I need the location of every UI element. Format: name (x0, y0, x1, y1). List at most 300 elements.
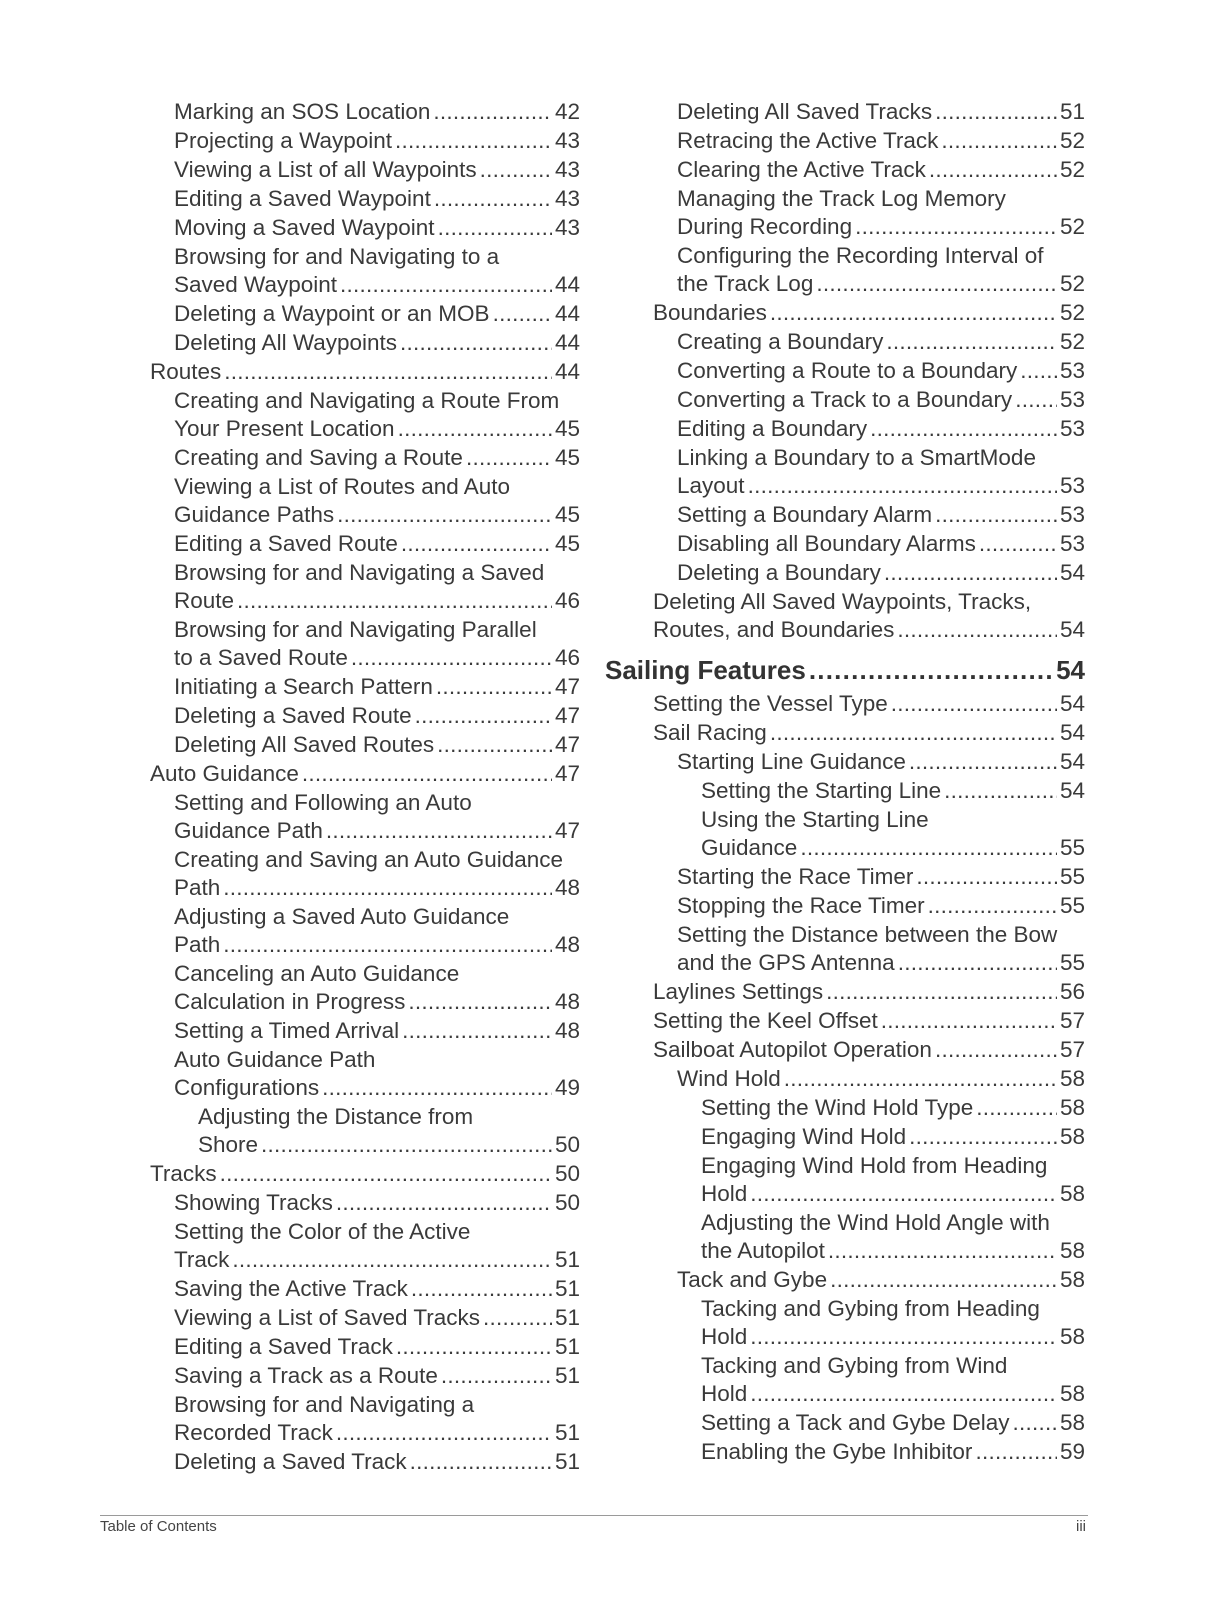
toc-page-number: 44 (554, 272, 580, 297)
toc-entry-title-line: Deleting All Saved Waypoints, Tracks, (653, 589, 1032, 614)
toc-leader-dots (944, 777, 1057, 805)
toc-page-number: 43 (554, 186, 580, 211)
toc-entry-line (605, 654, 1085, 686)
toc-page-number: 47 (554, 818, 580, 843)
toc-entry-title: Hold (701, 1181, 748, 1206)
toc-entry-line (174, 329, 580, 357)
toc-page-number: 50 (554, 1132, 580, 1157)
toc-page-number: 53 (1059, 358, 1085, 383)
toc-page-number: 54 (1059, 778, 1085, 803)
toc-entry-title-line: Creating and Saving an Auto Guidance (174, 847, 564, 872)
toc-entry-title: Projecting a Waypoint (174, 128, 393, 153)
toc-entry-title: Editing a Saved Track (174, 1334, 393, 1359)
toc-entry-line (701, 1180, 1085, 1208)
toc-entry-line (677, 1065, 1085, 1093)
toc-entry-title: Sailboat Autopilot Operation (653, 1037, 932, 1062)
toc-entry[interactable] (150, 1046, 580, 1102)
toc-leader-dots (826, 978, 1057, 1006)
toc-entry-line (174, 300, 580, 328)
toc-entry[interactable] (605, 444, 1085, 500)
toc-leader-dots (434, 185, 552, 213)
toc-entry-title-line: Engaging Wind Hold from Heading (701, 1153, 1048, 1178)
toc-entry-title: Tracks (150, 1161, 217, 1186)
toc-page-number: 55 (1059, 893, 1085, 918)
toc-leader-dots (237, 587, 552, 615)
toc-entry-title: Marking an SOS Location (174, 99, 431, 124)
toc-entry[interactable] (605, 806, 1085, 862)
toc-entry[interactable] (150, 559, 580, 615)
toc-entry-title: Viewing a List of Saved Tracks (174, 1305, 480, 1330)
toc-page-number: 46 (554, 588, 580, 613)
toc-entry[interactable] (605, 1352, 1085, 1408)
toc-entry-line (198, 1131, 580, 1159)
toc-entry[interactable] (150, 530, 580, 558)
toc-entry-title: Guidance Path (174, 818, 323, 843)
toc-entry-title: Disabling all Boundary Alarms (677, 531, 976, 556)
toc-entry-line (653, 1036, 1085, 1064)
toc-entry-line (174, 501, 580, 529)
toc-entry-title: Starting the Race Timer (677, 864, 914, 889)
toc-entry[interactable] (605, 1438, 1085, 1466)
toc-entry-title: Setting the Wind Hold Type (701, 1095, 974, 1120)
toc-entry[interactable] (605, 328, 1085, 356)
toc-entry[interactable] (605, 1295, 1085, 1351)
toc-entry[interactable] (605, 127, 1085, 155)
toc-entry[interactable] (150, 156, 580, 184)
toc-right-column (605, 98, 1085, 1467)
toc-page-number: 52 (1059, 214, 1085, 239)
toc-entry-title: Starting Line Guidance (677, 749, 906, 774)
toc-entry[interactable] (605, 892, 1085, 920)
toc-entry-title: Hold (701, 1381, 748, 1406)
toc-left-column (150, 98, 580, 1477)
toc-entry[interactable] (150, 1304, 580, 1332)
toc-leader-dots (415, 702, 552, 730)
toc-entry-title: Calculation in Progress (174, 989, 406, 1014)
toc-entry-title: Sail Racing (653, 720, 767, 745)
toc-entry[interactable] (605, 690, 1085, 718)
toc-leader-dots (784, 1065, 1057, 1093)
toc-entry[interactable] (605, 415, 1085, 443)
toc-entry[interactable] (150, 1275, 580, 1303)
toc-entry-title-line: Managing the Track Log Memory (677, 186, 1006, 211)
toc-entry[interactable] (605, 1036, 1085, 1064)
toc-entry[interactable] (150, 760, 580, 788)
toc-page-number: 43 (554, 128, 580, 153)
toc-entry-line (174, 1275, 580, 1303)
toc-leader-dots (1013, 1409, 1057, 1437)
toc-entry-title: Setting a Tack and Gybe Delay (701, 1410, 1010, 1435)
toc-page-number: 45 (554, 445, 580, 470)
toc-entry[interactable] (150, 960, 580, 1016)
toc-entry[interactable] (605, 1123, 1085, 1151)
toc-leader-dots (224, 358, 552, 386)
toc-entry[interactable] (605, 921, 1085, 977)
toc-page-number: 48 (554, 875, 580, 900)
toc-leader-dots (979, 530, 1057, 558)
toc-entry-line (653, 719, 1085, 747)
toc-leader-dots (975, 1438, 1057, 1466)
toc-entry[interactable] (605, 501, 1085, 529)
toc-entry-title: Shore (198, 1132, 259, 1157)
toc-entry-line (677, 270, 1085, 298)
toc-entry-line (677, 863, 1085, 891)
toc-entry-title: Engaging Wind Hold (701, 1124, 907, 1149)
toc-page-number: 51 (554, 1305, 580, 1330)
toc-entry-title: Enabling the Gybe Inhibitor (701, 1439, 973, 1464)
toc-entry[interactable] (150, 329, 580, 357)
toc-entry[interactable] (605, 156, 1085, 184)
toc-leader-dots (750, 1323, 1057, 1351)
toc-entry-line (701, 1438, 1085, 1466)
toc-entry-title-line: Tacking and Gybing from Wind (701, 1353, 1008, 1378)
toc-entry[interactable] (605, 1152, 1085, 1208)
toc-page-number: 47 (554, 761, 580, 786)
toc-entry-line (174, 731, 580, 759)
toc-leader-dots (351, 644, 552, 672)
toc-entry[interactable] (150, 1189, 580, 1217)
toc-page-number: 51 (1059, 99, 1085, 124)
toc-entry[interactable] (605, 1094, 1085, 1122)
toc-entry-title-line: Adjusting the Wind Hold Angle with (701, 1210, 1050, 1235)
toc-entry-line (677, 949, 1085, 977)
toc-leader-dots (232, 1246, 552, 1274)
toc-leader-dots (909, 748, 1057, 776)
toc-entry-line (174, 1074, 580, 1102)
toc-entry-line (174, 1304, 580, 1332)
toc-entry-line (677, 357, 1085, 385)
toc-page-number: 43 (554, 157, 580, 182)
toc-entry-title: Path (174, 875, 221, 900)
toc-entry-title-line: Tacking and Gybing from Heading (701, 1296, 1040, 1321)
toc-entry-title: Path (174, 932, 221, 957)
toc-leader-dots (770, 299, 1057, 327)
toc-entry-title: Retracing the Active Track (677, 128, 939, 153)
toc-page-number: 58 (1059, 1267, 1085, 1292)
toc-entry-line (677, 415, 1085, 443)
toc-entry-line (174, 530, 580, 558)
toc-entry-title: Routes, and Boundaries (653, 617, 895, 642)
toc-entry-title: Deleting All Saved Tracks (677, 99, 933, 124)
toc-entry-title: Editing a Saved Waypoint (174, 186, 431, 211)
toc-leader-dots (336, 1189, 552, 1217)
toc-leader-dots (935, 501, 1057, 529)
toc-page-number: 47 (554, 732, 580, 757)
toc-entry[interactable] (605, 299, 1085, 327)
toc-leader-dots (223, 931, 552, 959)
toc-entry[interactable] (605, 588, 1085, 644)
toc-entry-line (174, 1362, 580, 1390)
toc-leader-dots (433, 98, 552, 126)
toc-leader-dots (223, 874, 552, 902)
toc-entry-title: Saving a Track as a Route (174, 1363, 438, 1388)
toc-entry-line (150, 760, 580, 788)
toc-leader-dots (220, 1160, 552, 1188)
toc-entry-line (174, 444, 580, 472)
toc-leader-dots (438, 214, 552, 242)
toc-leader-dots (886, 328, 1057, 356)
toc-entry-line (174, 1017, 580, 1045)
toc-leader-dots (750, 1180, 1057, 1208)
toc-entry-title: Moving a Saved Waypoint (174, 215, 435, 240)
toc-leader-dots (909, 1123, 1057, 1151)
toc-entry-line (653, 1007, 1085, 1035)
toc-page-number: 58 (1059, 1095, 1085, 1120)
toc-entry-line (677, 501, 1085, 529)
toc-entry[interactable] (150, 300, 580, 328)
toc-page-number: 58 (1059, 1381, 1085, 1406)
toc-entry[interactable] (150, 702, 580, 730)
toc-entry-line (653, 299, 1085, 327)
toc-entry-title: Setting a Boundary Alarm (677, 502, 933, 527)
toc-page-number: 54 (1059, 749, 1085, 774)
toc-entry[interactable] (605, 863, 1085, 891)
toc-page-number: 47 (554, 703, 580, 728)
toc-entry[interactable] (605, 1065, 1085, 1093)
toc-entry-title-line: Using the Starting Line (701, 807, 929, 832)
toc-page-number: 44 (554, 301, 580, 326)
toc-page-number: 54 (1059, 560, 1085, 585)
toc-chapter-heading[interactable] (605, 654, 1085, 686)
toc-entry-title: Deleting a Waypoint or an MOB (174, 301, 490, 326)
toc-entry-title-line: Setting the Color of the Active (174, 1219, 471, 1244)
toc-entry[interactable] (150, 473, 580, 529)
toc-entry-line (174, 817, 580, 845)
toc-entry-line (677, 98, 1085, 126)
toc-entry[interactable] (150, 903, 580, 959)
footer-page-number: iii (1076, 1518, 1086, 1535)
toc-entry-title: the Autopilot (701, 1238, 825, 1263)
toc-entry-line (174, 874, 580, 902)
toc-entry-line (701, 1237, 1085, 1265)
toc-page-number: 58 (1059, 1324, 1085, 1349)
toc-page-number: 45 (554, 416, 580, 441)
toc-leader-dots (326, 817, 552, 845)
toc-entry-line (174, 271, 580, 299)
toc-entry[interactable] (150, 214, 580, 242)
toc-entry[interactable] (605, 1007, 1085, 1035)
toc-entry[interactable] (150, 616, 580, 672)
toc-page-number: 52 (1059, 157, 1085, 182)
toc-entry[interactable] (150, 358, 580, 386)
toc-page-number: 49 (554, 1075, 580, 1100)
toc-entry-line (174, 931, 580, 959)
toc-entry-title: Guidance Paths (174, 502, 335, 527)
toc-entry[interactable] (150, 1160, 580, 1188)
toc-entry-title: Track (174, 1247, 230, 1272)
toc-entry-title: Wind Hold (677, 1066, 781, 1091)
toc-entry[interactable] (605, 386, 1085, 414)
toc-leader-dots (402, 1017, 552, 1045)
toc-entry-title: Deleting a Saved Track (174, 1449, 407, 1474)
toc-page-number: 54 (1059, 691, 1085, 716)
toc-leader-dots (941, 127, 1057, 155)
toc-entry[interactable] (605, 777, 1085, 805)
toc-entry-line (677, 530, 1085, 558)
toc-entry[interactable] (150, 444, 580, 472)
toc-page-number: 51 (554, 1276, 580, 1301)
toc-entry[interactable] (605, 748, 1085, 776)
toc-entry-title-line: Canceling an Auto Guidance (174, 961, 460, 986)
toc-page-number: 51 (554, 1420, 580, 1445)
toc-entry-title: Setting a Timed Arrival (174, 1018, 400, 1043)
toc-entry-title-line: Viewing a List of Routes and Auto (174, 474, 511, 499)
toc-entry-line (677, 213, 1085, 241)
toc-entry[interactable] (150, 846, 580, 902)
toc-leader-dots (483, 1304, 552, 1332)
toc-entry[interactable] (150, 1333, 580, 1361)
toc-entry[interactable] (605, 978, 1085, 1006)
toc-entry[interactable] (605, 1266, 1085, 1294)
toc-entry-line (174, 98, 580, 126)
toc-page-number: 50 (554, 1161, 580, 1186)
toc-leader-dots (750, 1380, 1057, 1408)
toc-entry-title: Laylines Settings (653, 979, 824, 1004)
toc-entry-title-line: Adjusting the Distance from (198, 1104, 474, 1129)
toc-entry-line (174, 156, 580, 184)
toc-leader-dots (748, 472, 1057, 500)
toc-entry-title: Route (174, 588, 235, 613)
toc-entry-title-line: Setting and Following an Auto (174, 790, 472, 815)
toc-entry-title: Configurations (174, 1075, 320, 1100)
toc-leader-dots (1015, 386, 1057, 414)
toc-entry-title: Hold (701, 1324, 748, 1349)
toc-leader-dots (400, 329, 552, 357)
toc-entry[interactable] (150, 243, 580, 299)
toc-entry-title: Layout (677, 473, 745, 498)
toc-entry-title: Showing Tracks (174, 1190, 333, 1215)
toc-leader-dots (929, 156, 1057, 184)
toc-page-number: 48 (554, 1018, 580, 1043)
toc-entry-title-line: Adjusting a Saved Auto Guidance (174, 904, 510, 929)
toc-entry-title: Deleting All Saved Routes (174, 732, 435, 757)
toc-entry-title: Routes (150, 359, 222, 384)
toc-entry-line (174, 644, 580, 672)
toc-leader-dots (884, 559, 1057, 587)
toc-entry[interactable] (150, 185, 580, 213)
toc-leader-dots (770, 719, 1057, 747)
toc-entry-title-line: Linking a Boundary to a SmartMode (677, 445, 1036, 470)
toc-entry-line (653, 690, 1085, 718)
toc-entry-title: Sailing Features (605, 655, 806, 685)
toc-entry[interactable] (150, 387, 580, 443)
toc-page-number: 59 (1059, 1439, 1085, 1464)
toc-entry-title: the Track Log (677, 271, 814, 296)
toc-entry-title-line: Auto Guidance Path (174, 1047, 376, 1072)
toc-entry-title: Recorded Track (174, 1420, 333, 1445)
toc-page-number: 51 (554, 1363, 580, 1388)
toc-page-number: 58 (1059, 1238, 1085, 1263)
toc-page-number: 57 (1059, 1037, 1085, 1062)
toc-entry-line (677, 328, 1085, 356)
toc-entry-title: Saving the Active Track (174, 1276, 408, 1301)
toc-entry[interactable] (605, 357, 1085, 385)
toc-entry[interactable] (605, 719, 1085, 747)
toc-entry[interactable] (605, 185, 1085, 241)
toc-entry[interactable] (150, 731, 580, 759)
toc-entry[interactable] (150, 1391, 580, 1447)
toc-entry-line (174, 185, 580, 213)
toc-leader-dots (800, 834, 1057, 862)
toc-entry[interactable] (150, 1017, 580, 1045)
toc-entry-line (701, 1409, 1085, 1437)
toc-page-number: 57 (1059, 1008, 1085, 1033)
toc-leader-dots (828, 1237, 1057, 1265)
toc-entry[interactable] (605, 530, 1085, 558)
toc-leader-dots (396, 1333, 552, 1361)
toc-entry[interactable] (150, 127, 580, 155)
toc-leader-dots (337, 501, 552, 529)
toc-page-number: 55 (1059, 950, 1085, 975)
toc-leader-dots (881, 1007, 1057, 1035)
toc-entry[interactable] (150, 789, 580, 845)
toc-leader-dots (408, 988, 552, 1016)
toc-entry-title: Deleting All Waypoints (174, 330, 398, 355)
toc-entry-line (677, 127, 1085, 155)
toc-entry[interactable] (605, 242, 1085, 298)
toc-page-number: 58 (1059, 1124, 1085, 1149)
toc-entry[interactable] (150, 673, 580, 701)
toc-leader-dots (398, 415, 552, 443)
toc-leader-dots (898, 949, 1057, 977)
toc-page-number: 58 (1059, 1181, 1085, 1206)
toc-page-number: 56 (1059, 979, 1085, 1004)
toc-entry-title: Boundaries (653, 300, 767, 325)
toc-entry[interactable] (150, 98, 580, 126)
toc-leader-dots (897, 616, 1057, 644)
toc-entry-title: Editing a Boundary (677, 416, 868, 441)
toc-entry-title: During Recording (677, 214, 853, 239)
toc-entry-title-line: Setting the Distance between the Bow (677, 922, 1058, 947)
toc-page-number: 48 (554, 932, 580, 957)
toc-entry-line (677, 1266, 1085, 1294)
toc-entry-line (677, 472, 1085, 500)
toc-page-number: 54 (1059, 617, 1085, 642)
toc-page-number: 45 (554, 502, 580, 527)
toc-entry-line (653, 616, 1085, 644)
toc-leader-dots (261, 1131, 552, 1159)
toc-leader-dots (976, 1094, 1057, 1122)
toc-entry[interactable] (150, 1448, 580, 1476)
toc-leader-dots (410, 1448, 552, 1476)
toc-entry-title: Guidance (701, 835, 798, 860)
toc-leader-dots (322, 1074, 552, 1102)
toc-leader-dots (493, 300, 552, 328)
toc-entry-title: Auto Guidance (150, 761, 299, 786)
toc-entry[interactable] (150, 1103, 580, 1159)
toc-entry[interactable] (605, 559, 1085, 587)
toc-entry[interactable] (605, 1409, 1085, 1437)
toc-entry[interactable] (605, 98, 1085, 126)
toc-entry-line (677, 748, 1085, 776)
toc-entry[interactable] (150, 1218, 580, 1274)
toc-entry-line (701, 1323, 1085, 1351)
toc-leader-dots (816, 270, 1057, 298)
toc-page-number: 53 (1059, 531, 1085, 556)
toc-entry[interactable] (150, 1362, 580, 1390)
toc-entry[interactable] (605, 1209, 1085, 1265)
toc-leader-dots (437, 731, 552, 759)
toc-entry-line (677, 156, 1085, 184)
toc-leader-dots (935, 1036, 1057, 1064)
toc-leader-dots (830, 1266, 1057, 1294)
toc-entry-line (701, 777, 1085, 805)
toc-page-number: 54 (1059, 720, 1085, 745)
toc-entry-title-line: Browsing for and Navigating Parallel (174, 617, 537, 642)
toc-entry-title: Your Present Location (174, 416, 395, 441)
toc-leader-dots (401, 530, 552, 558)
toc-page-number: 48 (554, 989, 580, 1014)
